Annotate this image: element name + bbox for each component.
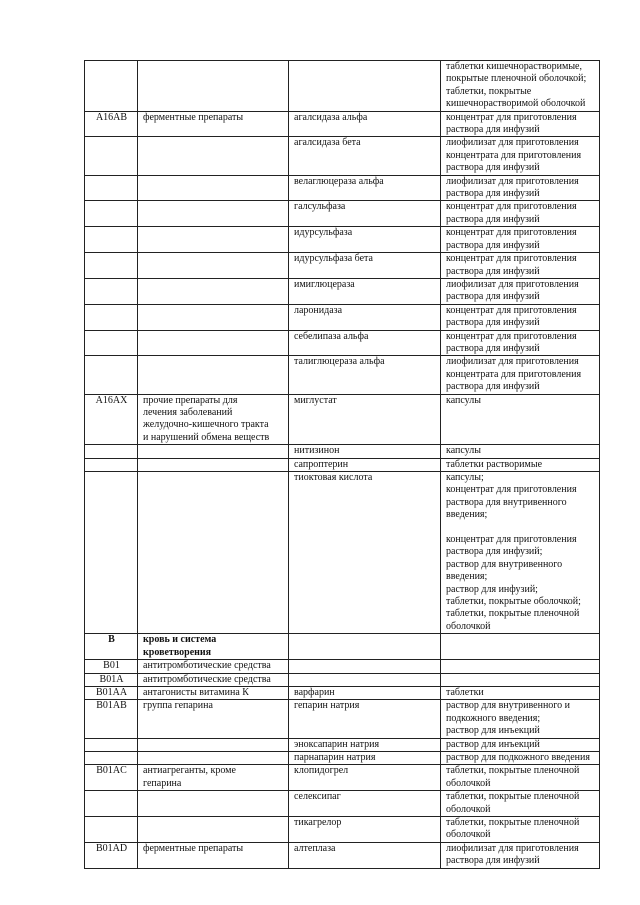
atc-group-cell: кровь и система кроветворения xyxy=(138,634,289,660)
dosage-form-cell: капсулы xyxy=(441,445,600,458)
atc-group-cell: прочие препараты для лечения заболеваний желудочно-кишечного тракта и нарушений обмена веществ xyxy=(138,394,289,445)
atc-group-cell: антитромботические средства xyxy=(138,673,289,686)
atc-code-cell xyxy=(85,278,138,304)
atc-group-cell xyxy=(138,201,289,227)
drug-name-cell: имиглюцераза xyxy=(289,278,441,304)
atc-code-cell xyxy=(85,330,138,356)
drug-name-cell: гепарин натрия xyxy=(289,700,441,738)
drug-name-cell xyxy=(289,61,441,112)
atc-group-cell xyxy=(138,61,289,112)
drug-name-cell: эноксапарин натрия xyxy=(289,738,441,751)
atc-group-cell xyxy=(138,175,289,201)
atc-code-cell xyxy=(85,61,138,112)
table-row xyxy=(85,278,600,304)
atc-group-cell: ферментные препараты xyxy=(138,111,289,137)
table-row xyxy=(85,61,600,112)
atc-code-cell: A16AB xyxy=(85,111,138,137)
table-row xyxy=(85,356,600,394)
atc-code-cell: B01AC xyxy=(85,765,138,791)
drug-name-cell: талиглюцераза альфа xyxy=(289,356,441,394)
drug-name-cell: парнапарин натрия xyxy=(289,751,441,764)
drug-name-cell: селексипаг xyxy=(289,791,441,817)
drug-name-cell: алтеплаза xyxy=(289,842,441,868)
atc-group-cell xyxy=(138,304,289,330)
table-row xyxy=(85,660,600,673)
atc-group-cell xyxy=(138,253,289,279)
dosage-form-cell: раствор для инъекций xyxy=(441,738,600,751)
table-row xyxy=(85,738,600,751)
dosage-form-cell: капсулы; концентрат для приготовления раствора для внутривенного введения; концентрат для приготовления раствора для инфузий; раствор для внутривенного введения; раствор для инфузий; таблетки, покрытые оболочкой; таблетки, покрытые пленочной оболочкой xyxy=(441,472,600,634)
atc-code-cell: B01 xyxy=(85,660,138,673)
dosage-form-cell: лиофилизат для приготовления раствора для инфузий xyxy=(441,842,600,868)
table-row xyxy=(85,394,600,445)
dosage-form-cell: лиофилизат для приготовления концентрата для приготовления раствора для инфузий xyxy=(441,356,600,394)
dosage-form-cell xyxy=(441,660,600,673)
atc-group-cell xyxy=(138,330,289,356)
drug-name-cell: ларонидаза xyxy=(289,304,441,330)
dosage-form-cell: лиофилизат для приготовления раствора для инфузий xyxy=(441,278,600,304)
drug-name-cell: галсульфаза xyxy=(289,201,441,227)
atc-code-cell xyxy=(85,445,138,458)
dosage-form-cell: концентрат для приготовления раствора для инфузий xyxy=(441,227,600,253)
atc-group-cell xyxy=(138,356,289,394)
atc-group-cell xyxy=(138,227,289,253)
table-row xyxy=(85,700,600,738)
dosage-form-cell: таблетки, покрытые пленочной оболочкой xyxy=(441,791,600,817)
atc-group-cell xyxy=(138,445,289,458)
drug-table xyxy=(84,60,600,869)
drug-name-cell: тикагрелор xyxy=(289,816,441,842)
table-row xyxy=(85,751,600,764)
drug-name-cell xyxy=(289,634,441,660)
atc-group-cell xyxy=(138,816,289,842)
atc-group-cell xyxy=(138,278,289,304)
table-row xyxy=(85,673,600,686)
dosage-form-cell: таблетки кишечнорастворимые, покрытые пленочной оболочкой; таблетки, покрытые кишечнорастворимой оболочкой xyxy=(441,61,600,112)
atc-group-cell: антиагреганты, кроме гепарина xyxy=(138,765,289,791)
drug-name-cell: сапроптерин xyxy=(289,458,441,471)
dosage-form-cell: капсулы xyxy=(441,394,600,445)
table-row xyxy=(85,330,600,356)
dosage-form-cell: концентрат для приготовления раствора для инфузий xyxy=(441,330,600,356)
drug-name-cell xyxy=(289,673,441,686)
drug-name-cell: идурсульфаза xyxy=(289,227,441,253)
atc-code-cell: B01AB xyxy=(85,700,138,738)
dosage-form-cell: таблетки растворимые xyxy=(441,458,600,471)
table-row xyxy=(85,634,600,660)
table-row xyxy=(85,201,600,227)
atc-code-cell xyxy=(85,175,138,201)
table-row xyxy=(85,686,600,699)
table-row xyxy=(85,472,600,634)
dosage-form-cell: концентрат для приготовления раствора для инфузий xyxy=(441,304,600,330)
atc-group-cell xyxy=(138,751,289,764)
atc-group-cell xyxy=(138,738,289,751)
drug-name-cell: себелипаза альфа xyxy=(289,330,441,356)
table-row xyxy=(85,816,600,842)
drug-name-cell: миглустат xyxy=(289,394,441,445)
dosage-form-cell xyxy=(441,634,600,660)
drug-name-cell xyxy=(289,660,441,673)
table-row xyxy=(85,253,600,279)
atc-code-cell xyxy=(85,201,138,227)
atc-group-cell xyxy=(138,472,289,634)
atc-code-cell xyxy=(85,253,138,279)
table-row xyxy=(85,445,600,458)
table-row xyxy=(85,304,600,330)
dosage-form-cell: концентрат для приготовления раствора для инфузий xyxy=(441,201,600,227)
atc-group-cell: ферментные препараты xyxy=(138,842,289,868)
table-row xyxy=(85,765,600,791)
atc-code-cell: B01AA xyxy=(85,686,138,699)
atc-group-cell xyxy=(138,791,289,817)
dosage-form-cell: лиофилизат для приготовления концентрата для приготовления раствора для инфузий xyxy=(441,137,600,175)
table-row xyxy=(85,458,600,471)
table-row xyxy=(85,137,600,175)
dosage-form-cell: лиофилизат для приготовления раствора для инфузий xyxy=(441,175,600,201)
atc-code-cell xyxy=(85,751,138,764)
atc-group-cell: группа гепарина xyxy=(138,700,289,738)
table-row xyxy=(85,227,600,253)
dosage-form-cell: раствор для подкожного введения xyxy=(441,751,600,764)
drug-name-cell: велаглюцераза альфа xyxy=(289,175,441,201)
dosage-form-cell: концентрат для приготовления раствора для инфузий xyxy=(441,111,600,137)
atc-code-cell xyxy=(85,356,138,394)
table-row xyxy=(85,791,600,817)
dosage-form-cell xyxy=(441,673,600,686)
atc-code-cell: B01A xyxy=(85,673,138,686)
drug-name-cell: агалсидаза бета xyxy=(289,137,441,175)
dosage-form-cell: раствор для внутривенного и подкожного введения; раствор для инъекций xyxy=(441,700,600,738)
table-body xyxy=(85,61,600,869)
atc-code-cell xyxy=(85,227,138,253)
atc-group-cell: антитромботические средства xyxy=(138,660,289,673)
atc-code-cell xyxy=(85,304,138,330)
atc-code-cell: A16AX xyxy=(85,394,138,445)
atc-code-cell xyxy=(85,738,138,751)
atc-group-cell xyxy=(138,137,289,175)
dosage-form-cell: концентрат для приготовления раствора для инфузий xyxy=(441,253,600,279)
drug-name-cell: нитизинон xyxy=(289,445,441,458)
table-row xyxy=(85,842,600,868)
atc-code-cell: B xyxy=(85,634,138,660)
atc-code-cell xyxy=(85,791,138,817)
atc-code-cell xyxy=(85,137,138,175)
dosage-form-cell: таблетки, покрытые пленочной оболочкой xyxy=(441,765,600,791)
atc-group-cell xyxy=(138,458,289,471)
table-row xyxy=(85,111,600,137)
atc-code-cell xyxy=(85,816,138,842)
drug-name-cell: клопидогрел xyxy=(289,765,441,791)
atc-code-cell xyxy=(85,472,138,634)
atc-code-cell: B01AD xyxy=(85,842,138,868)
drug-name-cell: идурсульфаза бета xyxy=(289,253,441,279)
dosage-form-cell: таблетки, покрытые пленочной оболочкой xyxy=(441,816,600,842)
drug-name-cell: агалсидаза альфа xyxy=(289,111,441,137)
dosage-form-cell: таблетки xyxy=(441,686,600,699)
atc-group-cell: антагонисты витамина К xyxy=(138,686,289,699)
atc-code-cell xyxy=(85,458,138,471)
drug-name-cell: варфарин xyxy=(289,686,441,699)
table-row xyxy=(85,175,600,201)
drug-name-cell: тиоктовая кислота xyxy=(289,472,441,634)
